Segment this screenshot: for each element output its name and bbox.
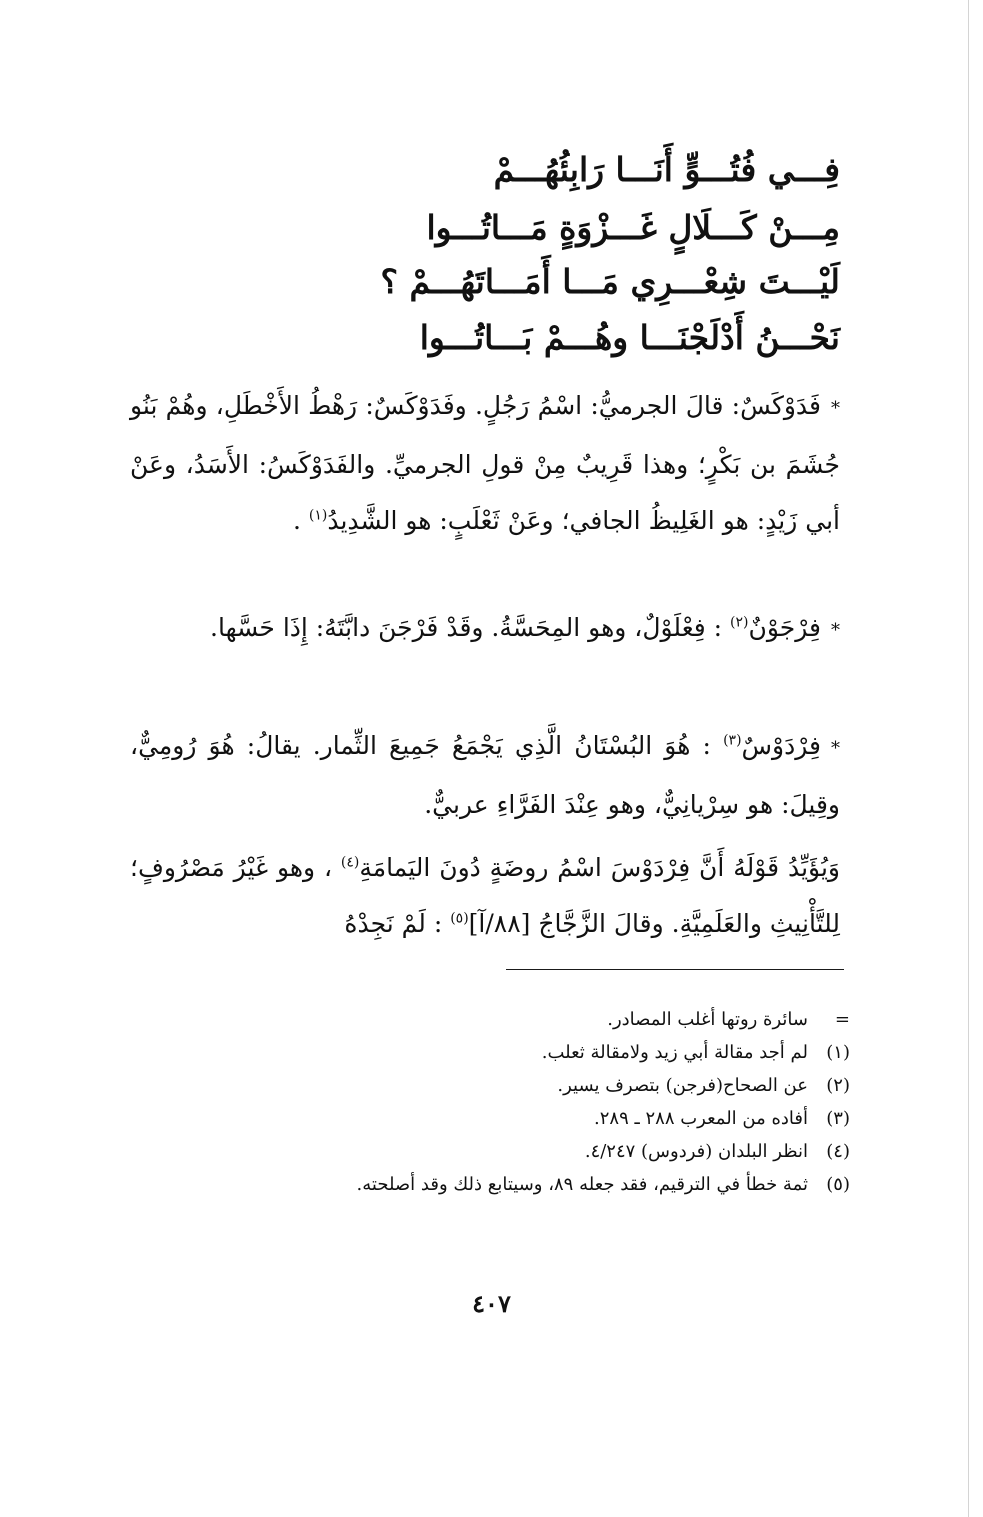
entry-firdaws-continuation (130, 840, 840, 952)
paragraph-text: : لَمْ نَجِدْهُ (344, 909, 451, 938)
footnote-text: سائرة روتها أغلب المصادر. (607, 1009, 808, 1030)
entry-fadawkas (130, 378, 840, 549)
paragraph-text: ، وهو غَيْرُ مَصْرُوفٍ؛ لِلتَّأْنِيثِ والعَلَمِيَّةِ. وقالَ الزَّجَّاجُ [٨٨/آ] (130, 853, 840, 938)
entry-end: . (292, 506, 309, 535)
entry-star-marker: * (831, 398, 840, 419)
footnote-text: ثمة خطأ في الترقيم، فقد جعله ٨٩، وسيتابع ذلك وقد أصلحته. (356, 1174, 808, 1195)
entry-star-marker: * (831, 738, 840, 759)
footnotes (240, 1003, 850, 1201)
footnote-ref-2: (٢) (730, 614, 749, 631)
verse-line-4: نَحْـــنُ أَدْلَجْنَـــا وهُـــمْ بَـــاتُـــوا (419, 318, 840, 357)
footnote-number: (٢) (826, 1075, 850, 1096)
footnote-number: (٣) (826, 1108, 850, 1129)
footnote-ref-1: (١) (308, 507, 328, 524)
footnote-ref-4: (٤) (340, 854, 360, 871)
footnote-text: لم أجد مقالة أبي زيد ولامقالة ثعلب. (541, 1042, 808, 1063)
footnote-number: (٥) (826, 1174, 850, 1195)
entry-headword: فِرْدَوْسٌ (741, 731, 821, 760)
footnote-ref-5: (٥) (450, 910, 469, 927)
entry-firdaws (130, 718, 840, 833)
entry-text: : هُوَ البُسْتَانُ الَّذِي يَجْمَعُ جَمِيعَ الثِّمار. يقالُ: هُوَ رُومِيٌّ، وقِيلَ: هو سِرْيانِيٌّ، وهو عِنْدَ الفَرَّاءِ عربيٌّ. (130, 731, 840, 819)
verse-line-1: فِـــي فُتُـــوٍّ أَنَـــا رَابِئُهُـــمْ (493, 150, 840, 189)
footnote-ref-3: (٣) (723, 732, 742, 749)
entry-text: فَدَوْكَسٌ: قالَ الجرميُّ: اسْمُ رَجُلٍ. وفَدَوْكَسٌ: رَهْطُ الأَخْطَلِ، وهُمْ بَنُو جُشَمَ بن بَكْرٍ؛ وهذا قَرِيبٌ مِنْ قولِ الجرميِّ. والفَدَوْكَسُ: الأَسَدُ، وعَنْ أبي زَيْدٍ: هو الغَلِيظُ الجافي؛ وعَنْ ثَعْلَبٍ: هو الشَّدِيدُ (130, 391, 840, 535)
footnote-text: انظر البلدان (فردوس) ٤/٢٤٧. (584, 1141, 808, 1162)
footnote-separator (506, 969, 844, 970)
footnote-item (240, 1069, 850, 1102)
entry-star-marker: * (831, 620, 840, 641)
page-number: ٤٠٧ (472, 1289, 511, 1318)
verse-line-3: لَيْـــتَ شِعْـــرِي مَـــا أَمَـــاتَهُـــمْ ؟ (380, 262, 840, 301)
footnote-number: (١) (826, 1042, 850, 1063)
verse-line-2: مِـــنْ كَـــلَالٍ غَـــزْوَةٍ مَـــاتُـــوا (426, 208, 840, 247)
footnote-item (240, 1168, 850, 1201)
footnote-item (240, 1003, 850, 1036)
footnote-item (240, 1102, 850, 1135)
footnote-text: عن الصحاح(فرجن) بتصرف يسير. (557, 1075, 808, 1096)
footnote-item (240, 1135, 850, 1168)
entry-firjawn (130, 600, 840, 659)
paragraph-text: وَيُؤَيِّدُ قَوْلَهُ أَنَّ فِرْدَوْسَ اسْمُ روضَةٍ دُونَ اليَمامَةِ (359, 853, 840, 882)
entry-text: : فِعْلَوْلٌ، وهو المِحَسَّةُ. وقَدْ فَرْجَنَ دابَّتَهُ: إِذَا حَسَّها. (210, 613, 731, 642)
entry-headword: فِرْجَوْنٌ (748, 613, 821, 642)
footnote-text: أفاده من المعرب ٢٨٨ ـ ٢٨٩. (594, 1108, 808, 1129)
footnote-item (240, 1036, 850, 1069)
footnote-number: (٤) (826, 1141, 850, 1162)
footnote-number: = (834, 1009, 850, 1030)
